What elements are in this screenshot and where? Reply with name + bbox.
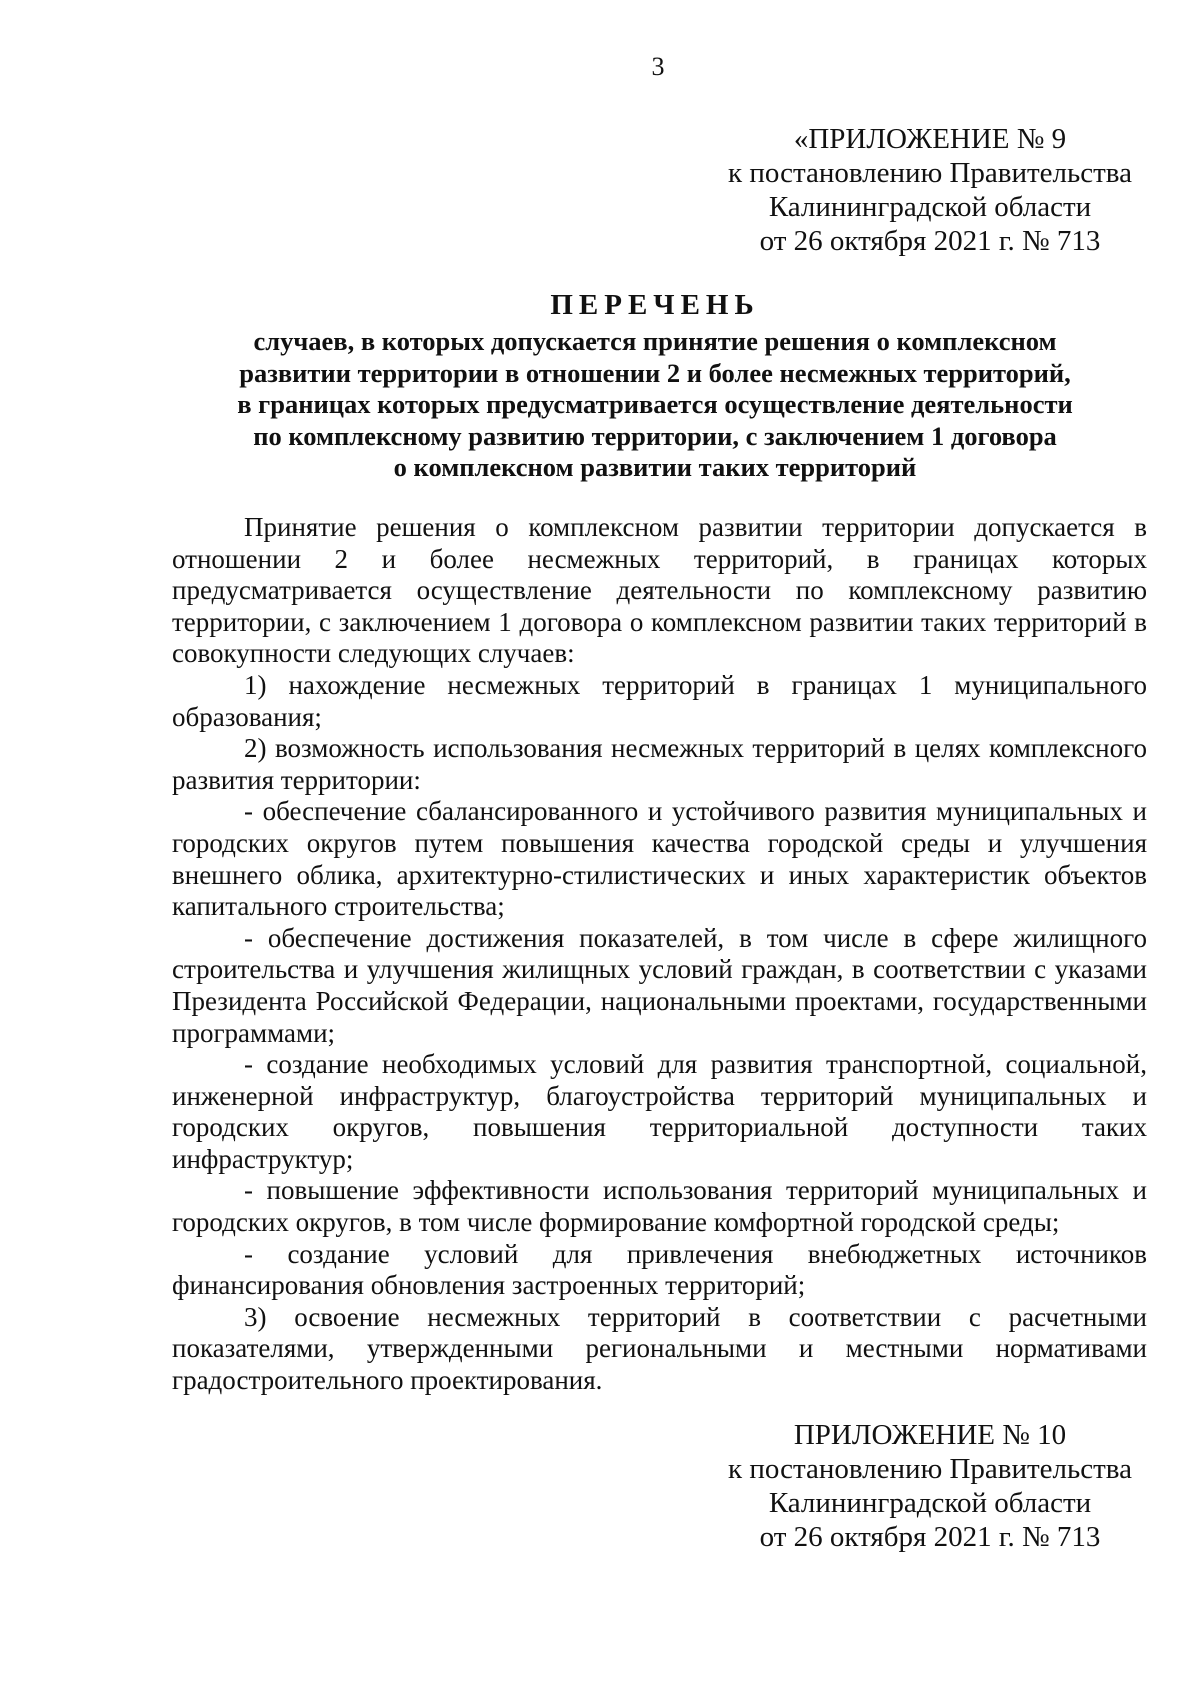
appendix-9-date: от 26 октября 2021 г. № 713 [759, 225, 1101, 257]
paragraph-bullet-1: - обеспечение сбалансированного и устойчивого развития муниципальных и городских округов путем повышения качества городской среды и улучшения внешнего облика, архитектурно-стилистических и иных характеристик объектов капитального строительства; [172, 796, 1147, 922]
page-number: 3 [651, 52, 665, 81]
appendix-9-region: Калининградской области [768, 191, 1092, 223]
appendix-10-region: Калининградской области [768, 1487, 1092, 1519]
paragraph-bullet-2: - обеспечение достижения показателей, в том числе в сфере жилищного строительства и улучшения жилищных условий граждан, в соответствии с указами Президента Российской Федерации, национальными проектами, государственными программами; [172, 922, 1147, 1048]
paragraph-item-3: 3) освоение несмежных территорий в соответствии с расчетными показателями, утвержденными региональными и местными нормативами градостроительного проектирования. [172, 1301, 1147, 1396]
subtitle-line: в границах которых предусматривается осуществление деятельности [237, 389, 1073, 419]
appendix-10-date: от 26 октября 2021 г. № 713 [759, 1521, 1101, 1553]
appendix-9-resolution: к постановлению Правительства [728, 157, 1132, 189]
appendix-10-resolution: к постановлению Правительства [728, 1453, 1132, 1485]
appendix-10-title: ПРИЛОЖЕНИЕ № 10 [793, 1419, 1067, 1451]
document-body [172, 512, 1147, 1397]
document-title [165, 288, 1145, 484]
paragraph-intro: Принятие решения о комплексном развитии территории допускается в отношении 2 и более несмежных территорий, в границах которых предусматривается осуществление деятельности по комплексному развитию территории, с заключением 1 договора о комплексном развитии таких территорий в совокупности следующих случаев: [172, 512, 1147, 669]
subtitle-line: по комплексному развитию территории, с заключением 1 договора [253, 420, 1057, 451]
paragraph-item-2: 2) возможность использования несмежных территорий в целях комплексного развития территории: [172, 733, 1147, 795]
paragraph-bullet-4: - повышение эффективности использования территорий муниципальных и городских округов, в том числе формирование комфортной городской среды; [172, 1175, 1147, 1238]
list-subtitle [165, 326, 1145, 484]
paragraph-bullet-3: - создание необходимых условий для развития транспортной, социальной, инженерной инфраструктур, благоустройства территорий муниципальных и городских округов, повышения территориальной доступности таких инфраструктур; [172, 1049, 1147, 1174]
appendix-9-header [700, 122, 1160, 258]
subtitle-line: о комплексном развитии таких территорий [393, 452, 917, 482]
appendix-10-header [700, 1418, 1160, 1554]
paragraph-bullet-5: - создание условий для привлечения внебюджетных источников финансирования обновления застроенных территорий; [172, 1238, 1147, 1301]
subtitle-line: развитии территории в отношении 2 и более несмежных территорий, [239, 357, 1071, 388]
list-heading: ПЕРЕЧЕНЬ [550, 289, 760, 321]
appendix-9-title: «ПРИЛОЖЕНИЕ № 9 [793, 123, 1067, 155]
subtitle-line: случаев, в которых допускается принятие решения о комплексном [253, 326, 1057, 356]
paragraph-item-1: 1) нахождение несмежных территорий в границах 1 муниципального образования; [172, 669, 1147, 732]
